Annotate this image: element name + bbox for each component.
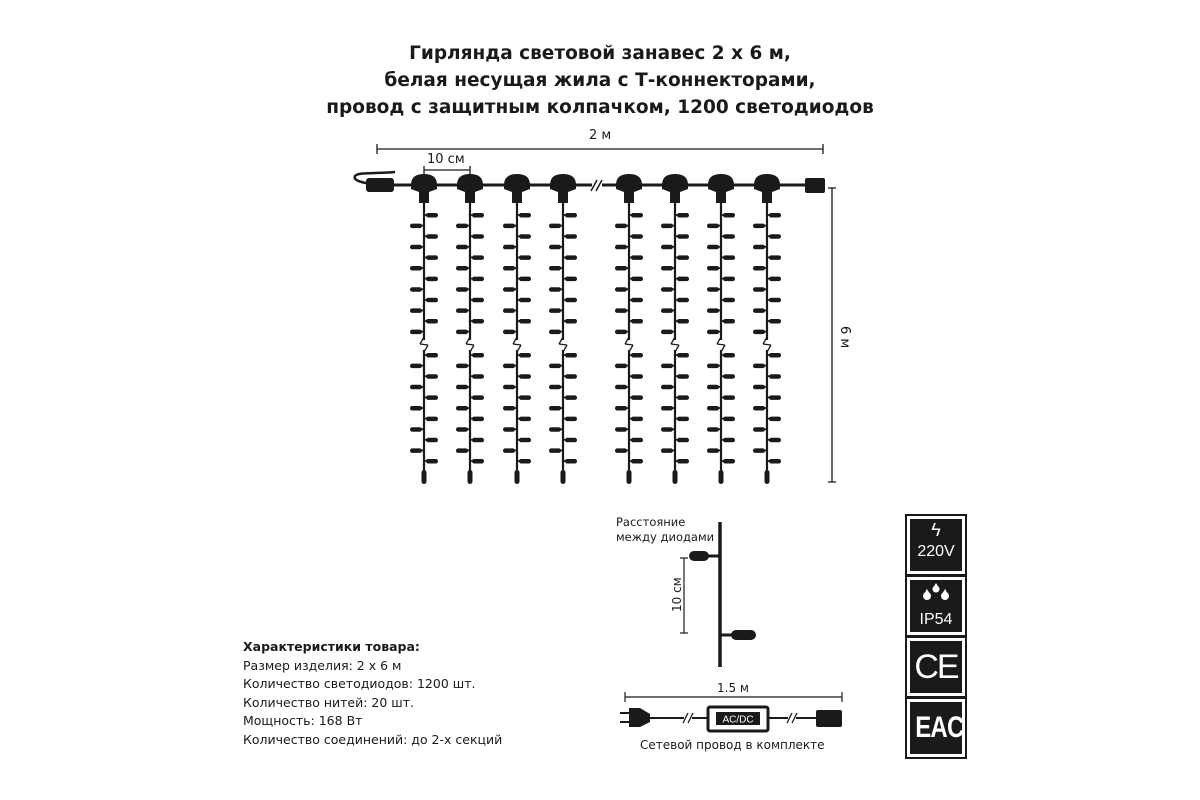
spec-item: Количество соединений: до 2-х секций (243, 731, 503, 747)
t-connector (457, 174, 483, 203)
adapter-label: AC/DC (722, 714, 754, 726)
specs-heading: Характеристики товара: (243, 639, 420, 654)
t-connector (662, 174, 688, 203)
power-cable (620, 692, 842, 731)
voltage-label: 220V (917, 543, 955, 560)
spec-item: Количество светодиодов: 1200 шт. (243, 676, 476, 692)
strand-end-cap (422, 470, 427, 484)
strand-end-cap (515, 470, 520, 484)
cable-connector (816, 710, 842, 727)
input-connector (366, 178, 394, 192)
title-line: провод с защитным колпачком, 1200 светодиодов (326, 97, 874, 118)
t-connector (616, 174, 642, 203)
eac-mark-icon (907, 699, 965, 757)
eac-label: EAC (915, 711, 964, 744)
strand-end-cap (468, 470, 473, 484)
voltage-badge (907, 516, 965, 574)
plug-icon (620, 708, 650, 727)
ip-badge (907, 577, 965, 635)
break-mark (591, 180, 602, 191)
led-bulb (731, 630, 756, 640)
led-bulb (689, 551, 709, 561)
t-connector (411, 174, 437, 203)
strand-end-cap (673, 470, 678, 484)
title-line: Гирлянда световой занавес 2 x 6 м, (409, 43, 791, 64)
height-label: 6 м (837, 326, 852, 349)
spec-item: Размер изделия: 2 х 6 м (243, 657, 402, 673)
water-drops-icon (910, 580, 962, 604)
product-specs (243, 638, 502, 750)
strand-end-cap (719, 470, 724, 484)
strand-end-cap (561, 470, 566, 484)
width-label: 2 м (589, 128, 612, 143)
t-connector (754, 174, 780, 203)
label-line: Расстояние (616, 515, 686, 529)
t-connector (550, 174, 576, 203)
end-connector (805, 178, 825, 193)
title-line: белая несущая жила с Т-коннекторами, (384, 70, 816, 91)
cable-length-label: 1.5 м (717, 681, 749, 695)
diode-distance-label (616, 515, 714, 545)
ip-label: IP54 (919, 611, 953, 628)
strand-end-cap (627, 470, 632, 484)
ce-mark-icon (907, 638, 965, 696)
t-connector (708, 174, 734, 203)
spec-item: Мощность: 168 Вт (243, 713, 363, 729)
cable-caption: Сетевой провод в комплекте (640, 738, 825, 752)
diode-distance-value: 10 см (670, 577, 684, 612)
lightning-icon: ϟ (931, 520, 941, 540)
t-connector (504, 174, 530, 203)
label-line: между диодами (616, 530, 715, 544)
spacing-label: 10 см (427, 152, 465, 167)
spec-item: Количество нитей: 20 шт. (243, 694, 415, 710)
strand-end-cap (765, 470, 770, 484)
ce-label: CE (914, 648, 958, 686)
